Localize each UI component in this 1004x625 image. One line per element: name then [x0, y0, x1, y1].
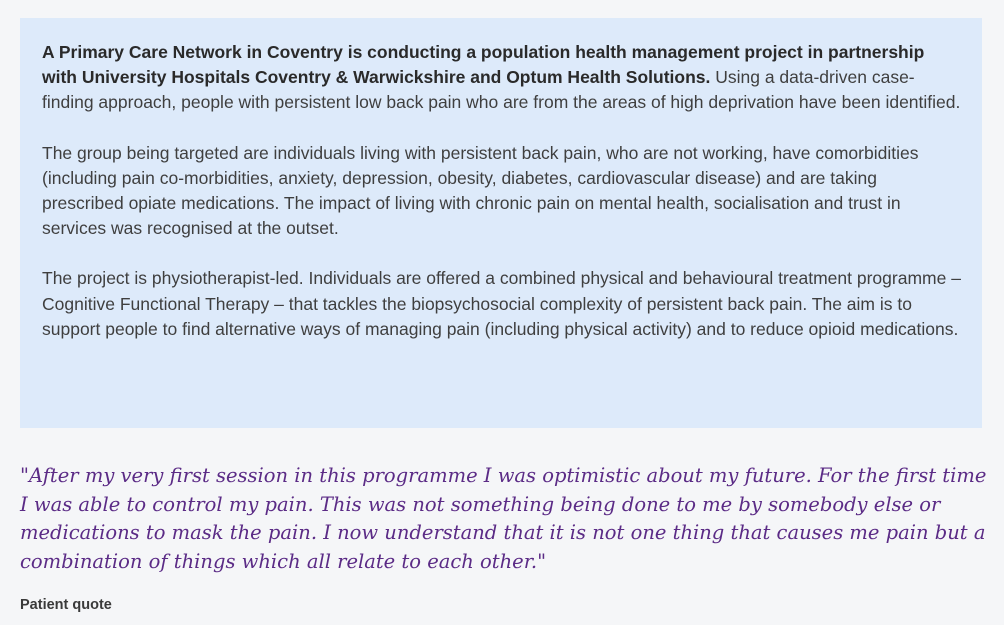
case-study-paragraph-project: The project is physiotherapist-led. Individuals are offered a combined physical and behavioural treatment programme – Cognitive Functional Therapy – that tackles the biopsychosocial complexity of persistent back pain. The aim is to support people to find alternative ways of managing pain (including physical activity) and to reduce opioid medications. [42, 268, 961, 339]
case-study-box [20, 18, 982, 428]
case-study-paragraph-target-group: The group being targeted are individuals living with persistent back pain, who are not working, have comorbidities (including pain co-morbidities, anxiety, depression, obesity, diabetes, cardiovascular disease) and are taking prescribed opiate medications. The impact of living with chronic pain on mental health, socialisation and trust in services was recognised at the outset. [42, 142, 919, 239]
case-study-intro [42, 40, 962, 116]
patient-quote-text: "After my very first session in this programme I was optimistic about my future. For the first time I was able to control my pain. This was not something being done to me by somebody else or medications to mask the pain. I now understand that it is not one thing that causes me pain but a combination of things which all relate to each other." [20, 464, 987, 573]
case-study-intro-rest: Using a data-driven case-finding approach, people with persistent low back pain who are from the areas of high deprivation have been identified. [42, 67, 961, 113]
patient-quote-attribution: Patient quote [20, 597, 112, 613]
case-study-lead: A Primary Care Network in Coventry is conducting a population health management project in partnership with University Hospitals Coventry & Warwickshire and Optum Health Solutions. [42, 42, 925, 88]
